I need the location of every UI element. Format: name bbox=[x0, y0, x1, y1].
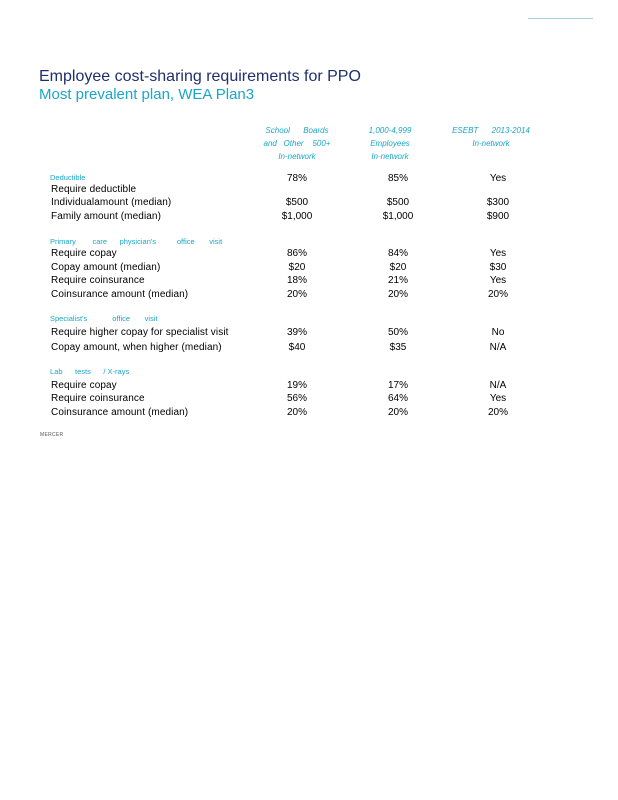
table-cell: $35 bbox=[389, 342, 407, 353]
section-heading-specialist: Specialist's office visit bbox=[50, 314, 158, 323]
table-cell: 64% bbox=[387, 393, 408, 404]
table-cell: Yes bbox=[489, 173, 507, 184]
table-cell: 20% bbox=[487, 289, 508, 300]
row-label: Require coinsurance bbox=[51, 275, 145, 286]
row-label: Coinsurance amount (median) bbox=[51, 407, 189, 418]
table-cell: $900 bbox=[486, 211, 510, 222]
table-cell: 86% bbox=[286, 248, 307, 259]
table-row bbox=[0, 262, 618, 276]
page-title: Employee cost-sharing requirements for PPO bbox=[39, 68, 361, 85]
section-heading-primary-care: Primary care physician's office visit bbox=[50, 237, 223, 246]
table-cell: 20% bbox=[387, 407, 408, 418]
table-row bbox=[0, 275, 618, 289]
table-cell: Yes bbox=[489, 248, 507, 259]
row-label: Require copay bbox=[51, 248, 117, 259]
table-cell: $20 bbox=[389, 262, 407, 273]
table-cell: $1,000 bbox=[281, 211, 313, 222]
table-cell: $20 bbox=[288, 262, 306, 273]
table-cell: No bbox=[491, 327, 505, 338]
table-cell: $500 bbox=[386, 197, 410, 208]
table-cell: 50% bbox=[387, 327, 408, 338]
table-cell: 18% bbox=[286, 275, 307, 286]
table-row bbox=[0, 380, 618, 394]
table-cell: 17% bbox=[387, 380, 408, 391]
column-header-employees: 1,000-4,999 Employees In-network bbox=[368, 126, 412, 161]
footer-source: MERCER bbox=[40, 432, 64, 438]
table-cell: 39% bbox=[286, 327, 307, 338]
table-cell: $300 bbox=[486, 197, 510, 208]
table-cell: 85% bbox=[387, 173, 408, 184]
row-label: Require deductible bbox=[51, 184, 137, 195]
row-label: Require copay bbox=[51, 380, 117, 391]
table-cell: $500 bbox=[285, 197, 309, 208]
table-cell: $30 bbox=[489, 262, 507, 273]
table-cell: 19% bbox=[286, 380, 307, 391]
table-row bbox=[0, 407, 618, 421]
row-label: Require higher copay for specialist visit bbox=[51, 327, 229, 338]
table-cell: 20% bbox=[387, 289, 408, 300]
top-rule bbox=[528, 18, 593, 19]
row-label: Coinsurance amount (median) bbox=[51, 289, 189, 300]
table-cell: N/A bbox=[489, 342, 507, 353]
column-header-school-boards: School Boards and Other 500+ In-network bbox=[263, 126, 331, 161]
table-cell: N/A bbox=[489, 380, 507, 391]
table-cell: 84% bbox=[387, 248, 408, 259]
table-row bbox=[0, 211, 618, 225]
table-cell: Yes bbox=[489, 393, 507, 404]
table-row bbox=[0, 248, 618, 262]
row-label: Copay amount (median) bbox=[51, 262, 161, 273]
table-cell: $1,000 bbox=[382, 211, 414, 222]
table-row bbox=[0, 342, 618, 356]
table-cell: $40 bbox=[288, 342, 306, 353]
table-cell: Yes bbox=[489, 275, 507, 286]
table-cell: 20% bbox=[286, 407, 307, 418]
table-cell: 20% bbox=[286, 289, 307, 300]
section-heading-deductible: Deductible bbox=[50, 173, 86, 182]
table-cell: 21% bbox=[387, 275, 408, 286]
section-heading-lab-tests: Lab tests / X-rays bbox=[50, 367, 130, 376]
table-cell: 78% bbox=[286, 173, 307, 184]
row-label: Require coinsurance bbox=[51, 393, 145, 404]
table-cell: 20% bbox=[487, 407, 508, 418]
page-subtitle: Most prevalent plan, WEA Plan3 bbox=[39, 86, 255, 103]
row-label: Copay amount, when higher (median) bbox=[51, 342, 222, 353]
table-row bbox=[0, 289, 618, 303]
table-row bbox=[0, 184, 618, 198]
table-row bbox=[0, 197, 618, 211]
row-label: Family amount (median) bbox=[51, 211, 162, 222]
row-label: Individualamount (median) bbox=[51, 197, 172, 208]
table-row bbox=[0, 393, 618, 407]
table-cell: 56% bbox=[286, 393, 307, 404]
column-header-esebt: ESEBT 2013-2014 In-network bbox=[452, 126, 530, 148]
table-row bbox=[0, 327, 618, 341]
